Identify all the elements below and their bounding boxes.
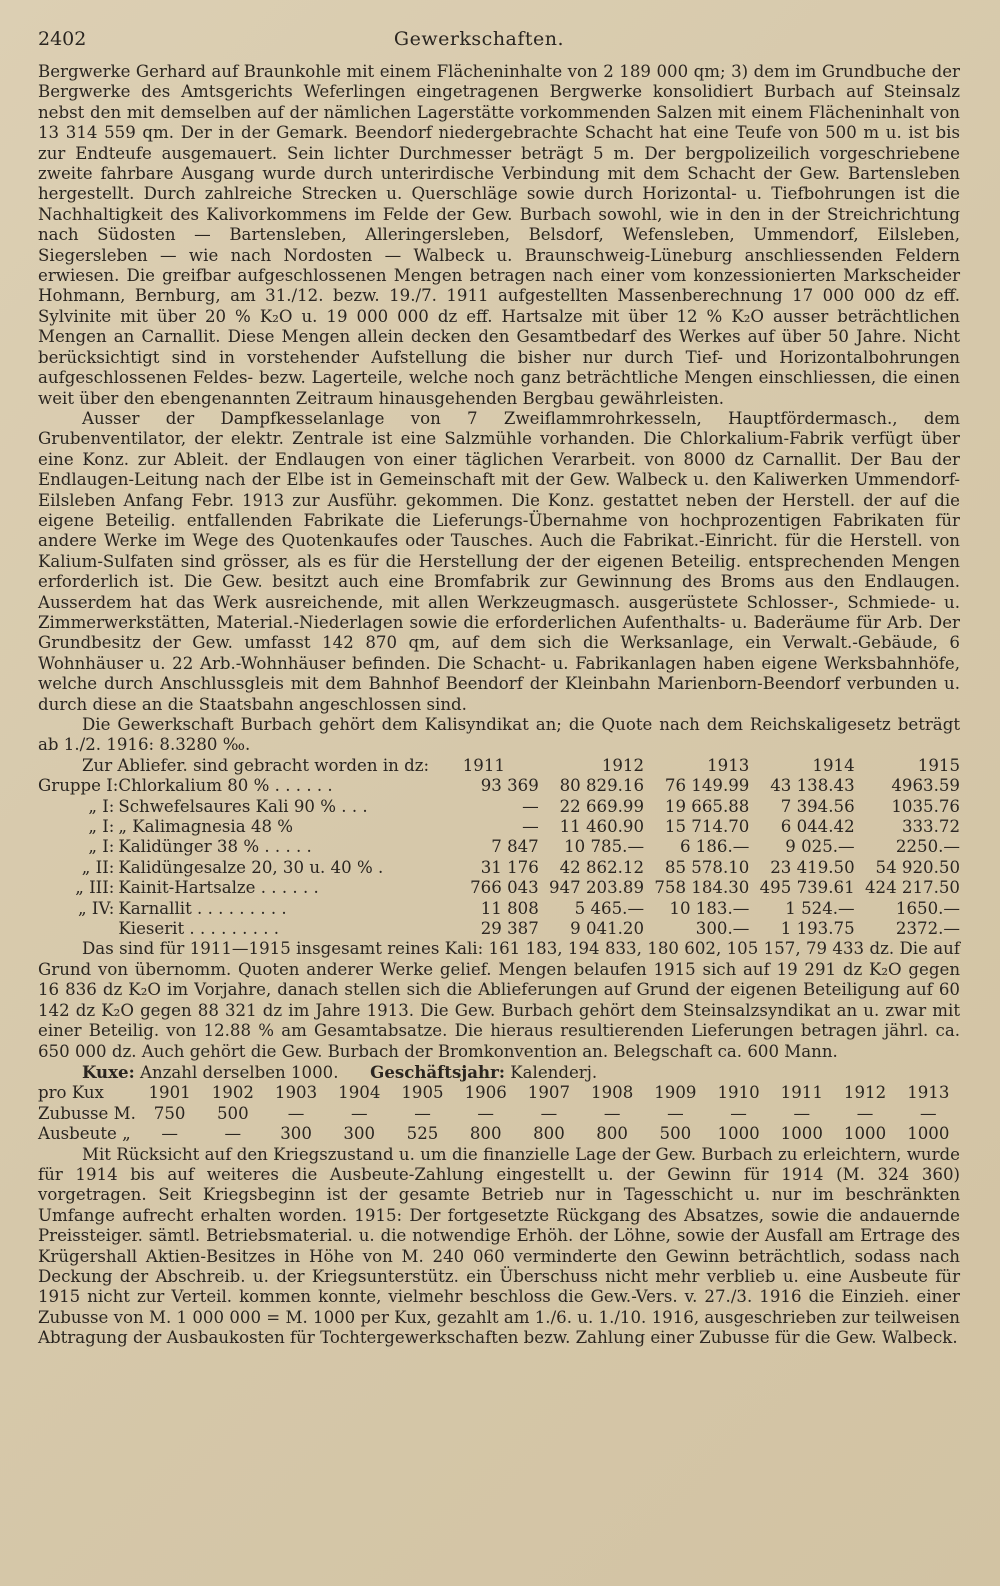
kuxe-text: Anzahl derselben 1000. (139, 1062, 339, 1082)
zubusse-cell: — (603, 1103, 621, 1123)
ausbeute-cell: 1000 (907, 1124, 950, 1144)
group-cell: „ IV: (78, 898, 115, 918)
table-row (38, 817, 960, 837)
value-cell: 11 808 (480, 898, 539, 918)
group-cell: „ III: (75, 878, 115, 898)
kux-head-label: pro Kux (38, 1083, 104, 1103)
value-cell: 1 524.— (785, 898, 855, 918)
paragraph-2: Ausser der Dampfkesselanlage von 7 Zweiflammrohrkesseln, Hauptfördermasch., dem Grubenventilator, der elektr. Zentrale ist eine Salzmühle vorhanden. Die Chlorkalium-Fabrik verfügt über eine Konz. zur Ableit. der Endlaugen von einer täglichen Verarbeit. von 8000 dz Carnallit. Der Bau der Endlaugen-Leitung nach der Elbe ist in Gemeinschaft mit der Gew. Walbeck u. den Kaliwerken Ummendorf-Eilsleben Anfang Febr. 1913 zur Ausführ. gekommen. Die Konz. gestattet neben der Herstell. der auf die eigene Beteilig. entfallenden Fabrikate die Lieferungs-Übernahme von hochprozentigen Fabrikaten für andere Werke im Wege des Quotenkaufes oder Tausches. Auch die Fabrikat.-Einricht. für die Herstell. von Kalium-Sulfaten sind grösser, als es für die Herstellung der der eigenen Beteilig. entsprechenden Mengen erforderlich ist. Die Gew. besitzt auch eine Bromfabrik zur Gewinnung des Broms aus den Endlaugen. Ausserdem hat das Werk ausreichende, mit allen Werkzeugmasch. ausgerüstete Schlosser-, Schmiede- u. Zimmerwerkstätten, Material.-Niederlagen sowie die erforderlichen Aufenthalts- u. Baderäume für Arb. Der Grundbesitz der Gew. umfasst 142 870 qm, auf dem sich die Werksanlage, ein Verwalt.-Gebäude, 6 Wohnhäuser u. 22 Arb.-Wohnhäuser befinden. Die Schacht- u. Fabrikanlagen haben eigene Werksbahnhöfe, welche durch Anschlussgleis mit dem Bahnhof Beendorf der Kleinbahn Marienborn-Beendorf verbunden u. durch diese an die Staatsbahn angeschlossen sind. (38, 408, 960, 714)
zubusse-cell: — (477, 1103, 494, 1123)
value-cell: 22 669.99 (559, 796, 645, 816)
value-cell: 7 847 (491, 837, 539, 857)
value-cell: 495 739.61 (759, 878, 855, 898)
product-cell: „ Kalimagnesia 48 % (118, 817, 294, 837)
value-cell: 333.72 (901, 817, 960, 837)
group-cell: „ I: (88, 817, 115, 837)
year-cell: 1903 (274, 1083, 318, 1103)
value-cell: 947 203.89 (549, 878, 645, 898)
zubusse-label: Zubusse M. (38, 1103, 136, 1123)
year-header: 1913 (707, 755, 750, 775)
product-cell: Kalidünger 38 % . . . . . (118, 837, 312, 857)
ausbeute-cell: 1000 (717, 1124, 760, 1144)
table-row (38, 858, 960, 878)
ausbeute-cell: 300 (343, 1124, 376, 1144)
group-cell (38, 919, 118, 939)
kuxe-label: Kuxe: (82, 1061, 135, 1082)
value-cell: 2372.— (895, 919, 960, 939)
table-row (38, 837, 960, 857)
table-row (38, 797, 960, 817)
ausbeute-cell: 800 (469, 1124, 502, 1144)
year-cell: 1904 (338, 1083, 381, 1103)
ausbeute-cell: 1000 (780, 1124, 823, 1144)
zubusse-cell: — (350, 1103, 368, 1123)
year-cell: 1913 (907, 1083, 950, 1103)
ausbeute-cell: 1000 (843, 1124, 887, 1144)
value-cell: 9 025.— (785, 837, 855, 857)
value-cell: 42 862.12 (559, 857, 645, 877)
group-cell: „ I: (88, 837, 115, 857)
year-header: 1912 (601, 755, 645, 775)
value-cell: 2250.— (895, 837, 960, 857)
year-cell: 1912 (843, 1083, 887, 1103)
year-header: 1915 (917, 755, 960, 775)
ausbeute-cell: 800 (533, 1124, 565, 1144)
product-cell: Kalidüngesalze 20, 30 u. 40 % . (118, 857, 384, 877)
value-cell: — (522, 796, 539, 816)
value-cell: 31 176 (480, 857, 539, 877)
value-cell: 76 149.99 (664, 776, 750, 796)
product-cell: Chlorkalium 80 % . . . . . . (118, 776, 333, 796)
year-cell: 1902 (211, 1083, 254, 1103)
value-cell: 6 186.— (679, 837, 750, 857)
page-number: 2402 (38, 28, 87, 50)
value-cell: 85 578.10 (664, 857, 750, 877)
ausbeute-cell: — (224, 1124, 242, 1144)
year-cell: 1911 (780, 1083, 823, 1103)
kux-table (38, 1083, 960, 1144)
value-cell: 1650.— (895, 898, 960, 918)
fiscal-year-label: Geschäftsjahr: (370, 1061, 505, 1082)
zubusse-cell: — (730, 1103, 747, 1123)
value-cell: 23 419.50 (770, 857, 855, 877)
year-header: 1911 (462, 755, 505, 775)
production-header-row (38, 756, 960, 776)
value-cell: 7 394.56 (780, 796, 855, 816)
group-cell: „ I: (88, 796, 115, 816)
zubusse-cell: — (667, 1103, 684, 1123)
zubusse-cell: — (856, 1103, 874, 1123)
year-cell: 1906 (464, 1083, 507, 1103)
value-cell: 766 043 (470, 878, 539, 898)
table-row (38, 776, 960, 796)
year-cell: 1908 (591, 1083, 634, 1103)
value-cell: 1 193.75 (780, 919, 855, 939)
value-cell: 9 041.20 (570, 919, 645, 939)
value-cell: 6 044.42 (780, 817, 855, 837)
value-cell: 10 785.— (564, 837, 645, 857)
ausbeute-cell: 300 (280, 1124, 312, 1144)
product-cell: Kieserit . . . . . . . . . (118, 919, 280, 939)
fiscal-year-text: Kalenderj. (510, 1062, 598, 1082)
zubusse-cell: — (540, 1103, 558, 1123)
paragraph-1: Bergwerke Gerhard auf Braunkohle mit einem Flächeninhalte von 2 189 000 qm; 3) dem im Grundbuche der Bergwerke des Amtsgerichts Weferlingen eingetragenen Bergwerke konsolidiert Burbach auf Steinsalz nebst den mit demselben auf der nämlichen Lagerstätte vorkommenden Salzen mit einem Flächeninhalt von 13 314 559 qm. Der in der Gemark. Beendorf niedergebrachte Schacht hat eine Teufe von 500 m u. ist bis zur Endteufe ausgemauert. Sein lichter Durchmesser beträgt 5 m. Der bergpolizeilich vorgeschriebene zweite fahrbare Ausgang wurde durch unterirdische Verbindung mit dem Schacht der Gew. Bartensleben hergestellt. Durch zahlreiche Strecken u. Querschläge sowie durch Horizontal- u. Tiefbohrungen ist die Nachhaltigkeit des Kalivorkommens im Felde der Gew. Burbach sowohl, wie in den in der Streichrichtung nach Südosten — Bartensleben, Alleringersleben, Belsdorf, Wefensleben, Ummendorf, Eilsleben, Siegersleben — wie nach Nordosten — Walbeck u. Braunschweig-Lüneburg anschliessenden Feldern erwiesen. Die greifbar aufgeschlossenen Mengen betragen nach einer vom konzessionierten Markscheider Hohmann, Bernburg, am 31./12. bezw. 19./7. 1911 aufgestellten Massenberechnung 17 000 000 dz eff. Sylvinite mit über 20 % K₂O u. 19 000 000 dz eff. Hartsalze mit über 12 % K₂O ausser beträchtlichen Mengen an Carnallit. Diese Mengen allein decken den Gesamtbedarf des Werkes auf über 50 Jahre. Nicht berücksichtigt sind in vorstehender Aufstellung die bisher nur durch Tief- und Horizontalbohrungen aufgeschlossenen Feldes- bezw. Lagerteile, welche noch ganz beträchtliche Mengen einschliessen, die einen weit über den ebengenannten Zeitraum hinausgehenden Bergbau gewährleisten. (38, 62, 960, 408)
zubusse-cell: 750 (153, 1103, 186, 1123)
paragraph-3: Die Gewerkschaft Burbach gehört dem Kalisyndikat an; die Quote nach dem Reichskaligesetz beträgt ab 1./2. 1916: 8.3280 ‰. (38, 715, 960, 755)
value-cell: 300.— (695, 919, 750, 939)
year-cell: 1910 (717, 1083, 760, 1103)
ausbeute-label: Ausbeute „ (38, 1124, 131, 1144)
running-title: Gewerkschaften. (393, 28, 565, 50)
table-row (38, 899, 960, 919)
paragraph-4: Das sind für 1911—1915 insgesamt reines Kali: 161 183, 194 833, 180 602, 105 157, 79 433 dz. Die auf Grund von übernomm. Quoten anderer Werke gelief. Mengen belaufen 1915 sich auf 19 291 dz K₂O gegen 16 836 dz K₂O im Vorjahre, danach stellen sich die Ablieferungen auf Grund der eigenen Beteiligung auf 60 142 dz K₂O gegen 88 321 dz im Jahre 1913. Die Gew. Burbach gehört dem Steinsalzsyndikat an u. zwar mit einer Beteilig. von 12.88 % am Gesamtabsatze. Die hieraus resultierenden Lieferungen betragen jährl. ca. 650 000 dz. Auch gehört die Gew. Burbach der Bromkonvention an. Belegschaft ca. 600 Mann. (38, 939, 960, 1061)
value-cell: 93 369 (480, 776, 539, 796)
value-cell: — (522, 817, 539, 837)
value-cell: 19 665.88 (664, 796, 750, 816)
value-cell: 1035.76 (891, 796, 960, 816)
value-cell: 10 183.— (669, 898, 750, 918)
value-cell: 29 387 (480, 919, 539, 939)
value-cell: 424 217.50 (864, 878, 960, 898)
paragraph-5: Mit Rücksicht auf den Kriegszustand u. um die finanzielle Lage der Gew. Burbach zu erleichtern, wurde für 1914 bis auf weiteres die Ausbeute-Zahlung eingestellt u. der Gewinn für 1914 (M. 324 360) vorgetragen. Seit Kriegsbeginn ist der gesamte Betrieb nur in Tagesschicht u. nur im beschränkten Umfange aufrecht erhalten worden. 1915: Der fortgesetzte Rückgang des Absatzes, sowie die andauernde Preissteiger. sämtl. Betriebsmaterial. u. die notwendige Erhöh. der Löhne, sowie der Ausfall am Ertrage des Krügershall Aktien-Besitzes in Höhe von M. 240 060 verminderte den Gewinn beträchtlich, sodass nach Deckung der Abschreib. u. der Kriegsunterstütz. ein Überschuss nicht mehr verblieb u. eine Ausbeute für 1915 nicht zur Verteil. kommen konnte, vielmehr beschloss die Gew.-Vers. v. 27./3. 1916 die Einzieh. einer Zubusse von M. 1 000 000 = M. 1000 per Kux, gezahlt am 1./6. u. 1./10. 1916, ausgeschrieben zur teilweisen Abtragung der Ausbaukosten für Tochtergewerkschaften bezw. Zahlung einer Zubusse für die Gew. Walbeck. (38, 1144, 960, 1348)
value-cell: 758 184.30 (654, 878, 750, 898)
zubusse-cell: — (414, 1103, 431, 1123)
value-cell: 54 920.50 (875, 857, 960, 877)
table-row (38, 919, 960, 939)
zubusse-row (38, 1104, 960, 1124)
ausbeute-cell: 800 (596, 1124, 628, 1144)
year-cell: 1907 (527, 1083, 571, 1103)
group-cell: „ II: (81, 857, 115, 877)
ausbeute-row (38, 1124, 960, 1144)
zubusse-cell: — (920, 1103, 937, 1123)
page-header (38, 28, 960, 62)
product-cell: Karnallit . . . . . . . . . (118, 898, 287, 918)
year-cell: 1901 (148, 1083, 191, 1103)
ausbeute-cell: 500 (659, 1124, 692, 1144)
year-header: 1914 (812, 755, 855, 775)
value-cell: 43 138.43 (770, 776, 855, 796)
zubusse-cell: — (793, 1103, 811, 1123)
value-cell: 5 465.— (574, 898, 645, 918)
value-cell: 4963.59 (891, 776, 960, 796)
production-table (38, 756, 960, 940)
ausbeute-cell: — (161, 1124, 178, 1144)
value-cell: 80 829.16 (559, 776, 645, 796)
value-cell: 15 714.70 (664, 817, 750, 837)
zubusse-cell: 500 (216, 1103, 249, 1123)
product-cell: Kainit-Hartsalze . . . . . . (118, 878, 319, 898)
zubusse-cell: — (287, 1103, 305, 1123)
year-cell: 1905 (401, 1083, 444, 1103)
year-cell: 1909 (654, 1083, 697, 1103)
production-intro: Zur Abliefer. sind gebracht worden in dz: (82, 755, 430, 775)
ausbeute-cell: 525 (406, 1124, 439, 1144)
table-row (38, 878, 960, 898)
product-cell: Schwefelsaures Kali 90 % . . . (118, 796, 368, 816)
kux-years-row (38, 1083, 960, 1103)
value-cell: 11 460.90 (559, 817, 645, 837)
group-cell: Gruppe I: (38, 776, 119, 796)
kuxe-line (38, 1062, 960, 1083)
